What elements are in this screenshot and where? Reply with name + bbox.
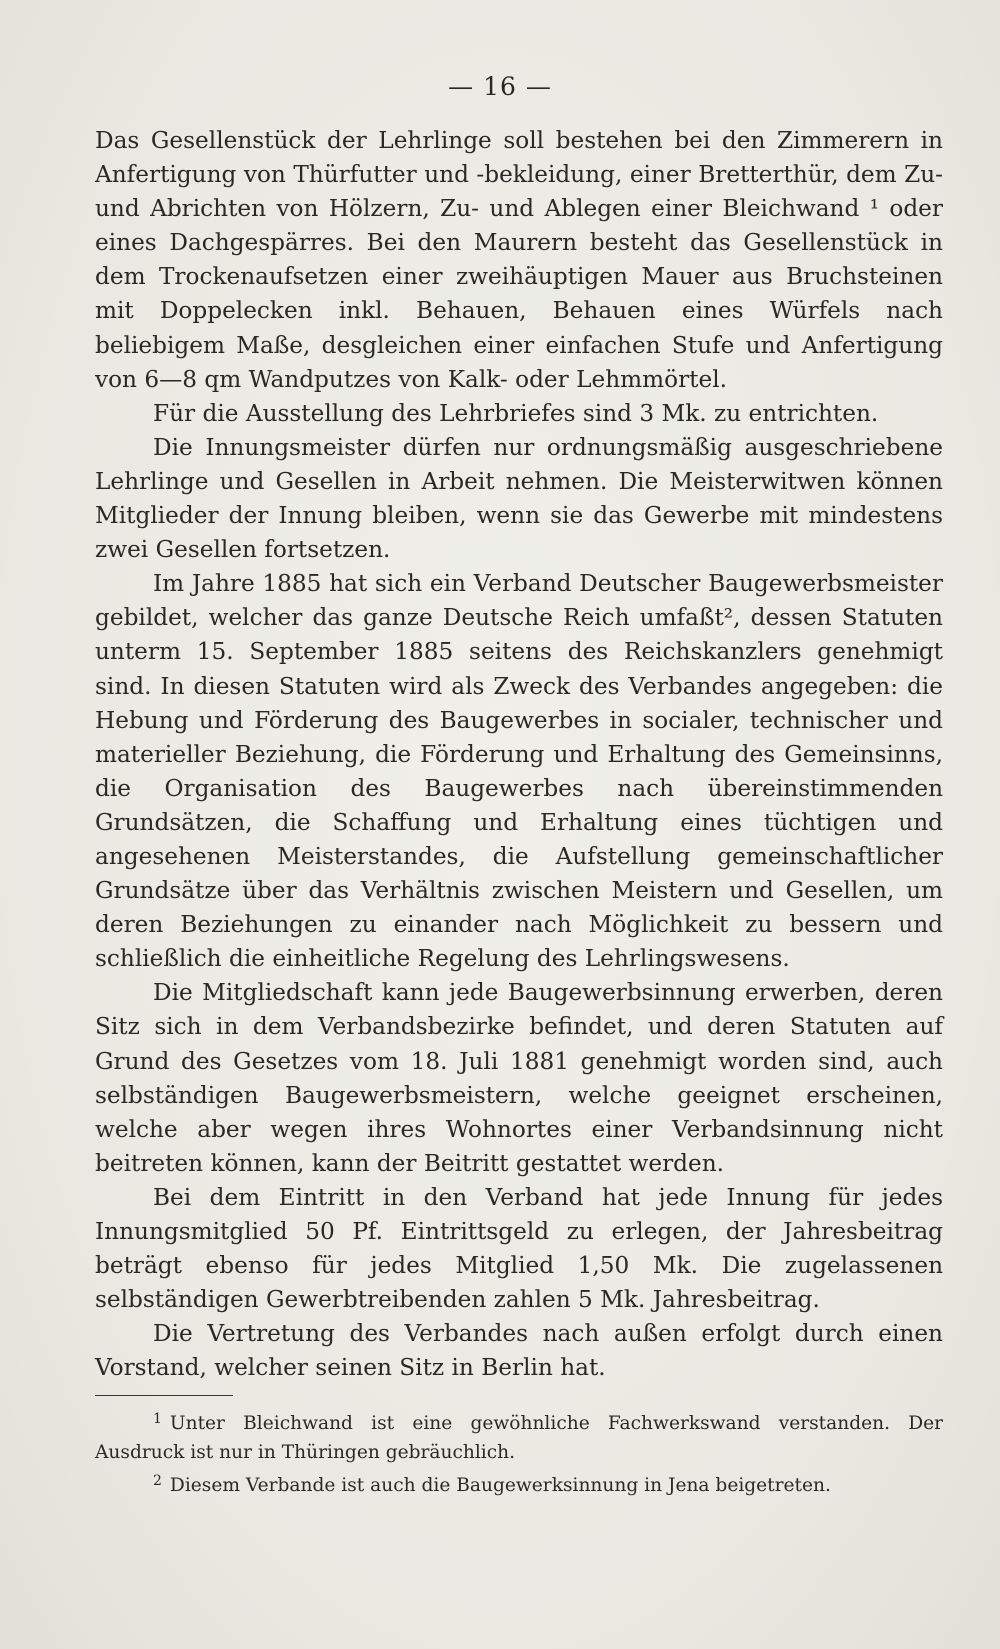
- footnotes: [95, 1405, 943, 1500]
- paragraph-verband-gruendung: Im Jahre 1885 hat sich ein Verband Deutscher Baugewerbsmeister gebildet, welcher das ganze Deutsche Reich umfaßt², dessen Statuten unterm 15. September 1885 seitens des Reichskanzlers genehmigt sind. In diesen Statuten wird als Zweck des Verbandes angegeben: die Hebung und Förderung des Baugewerbes in socialer, technischer und materieller Beziehung, die Förderung und Erhaltung des Gemeinsinns, die Organisation des Baugewerbes nach übereinstimmenden Grundsätzen, die Schaffung und Erhaltung eines tüchtigen und angesehenen Meisterstandes, die Aufstellung gemeinschaftlicher Grundsätze über das Verhältnis zwischen Meistern und Gesellen, um deren Beziehungen zu einander nach Möglichkeit zu bessern und schließlich die einheitliche Regelung des Lehrlingswesens.: [95, 570, 943, 973]
- paragraph-mitgliedschaft: Die Mitgliedschaft kann jede Baugewerbsinnung erwerben, deren Sitz sich in dem Verbandsbezirke befindet, und deren Statuten auf Grund des Gesetzes vom 18. Juli 1881 genehmigt worden sind, auch selbständigen Baugewerbsmeistern, welche geeignet erscheinen, welche aber wegen ihres Wohnortes einer Verbandsinnung nicht beitreten können, kann der Beitritt gestattet werden.: [95, 979, 943, 1177]
- footnote-text: Unter Bleichwand ist eine gewöhnliche Fachwerkswand verstanden. Der Ausdruck ist nur in Thüringen gebräuchlich.: [95, 1413, 943, 1463]
- footnote-1: [95, 1405, 943, 1467]
- footnote-text: Diesem Verbande ist auch die Baugewerksinnung in Jena beigetreten.: [169, 1475, 831, 1496]
- body-text: [95, 124, 943, 1385]
- footnote-divider: [95, 1395, 233, 1396]
- page-number: — 16 —: [448, 72, 552, 101]
- paragraph-innungsmeister: Die Innungsmeister dürfen nur ordnungsmäßig ausgeschriebene Lehrlinge und Gesellen in Arbeit nehmen. Die Meisterwitwen können Mitglieder der Innung bleiben, wenn sie das Gewerbe mit mindestens zwei Gesellen fortsetzen.: [95, 433, 943, 564]
- paragraph-gesellenstueck: Das Gesellenstück der Lehrlinge soll bestehen bei den Zimmerern in Anfertigung von Thürfutter und -bekleidung, einer Bretterthür, dem Zu- und Abrichten von Hölzern, Zu- und Ablegen einer Bleichwand ¹ oder eines Dachgespärres. Bei den Maurern besteht das Gesellenstück in dem Trockenaufsetzen einer zweihäuptigen Mauer aus Bruchsteinen mit Doppelecken inkl. Behauen, Behauen eines Würfels nach beliebigem Maße, desgleichen einer einfachen Stufe und Anfertigung von 6—8 qm Wandputzes von Kalk- oder Lehmmörtel.: [95, 127, 943, 393]
- footnote-marker: 2: [153, 1473, 162, 1489]
- footnote-2: [95, 1467, 943, 1500]
- footnote-marker: 1: [153, 1411, 162, 1427]
- paragraph-beitraege: Bei dem Eintritt in den Verband hat jede Innung für jedes Innungsmitglied 50 Pf. Eintrittsgeld zu erlegen, der Jahresbeitrag beträgt ebenso für jedes Mitglied 1,50 Mk. Die zugelassenen selbständigen Gewerbtreibenden zahlen 5 Mk. Jahresbeitrag.: [95, 1183, 943, 1314]
- paragraph-vertretung: Die Vertretung des Verbandes nach außen erfolgt durch einen Vorstand, welcher seinen Sitz in Berlin hat.: [95, 1320, 943, 1382]
- paragraph-lehrbrief: Für die Ausstellung des Lehrbriefes sind 3 Mk. zu entrichten.: [153, 399, 879, 427]
